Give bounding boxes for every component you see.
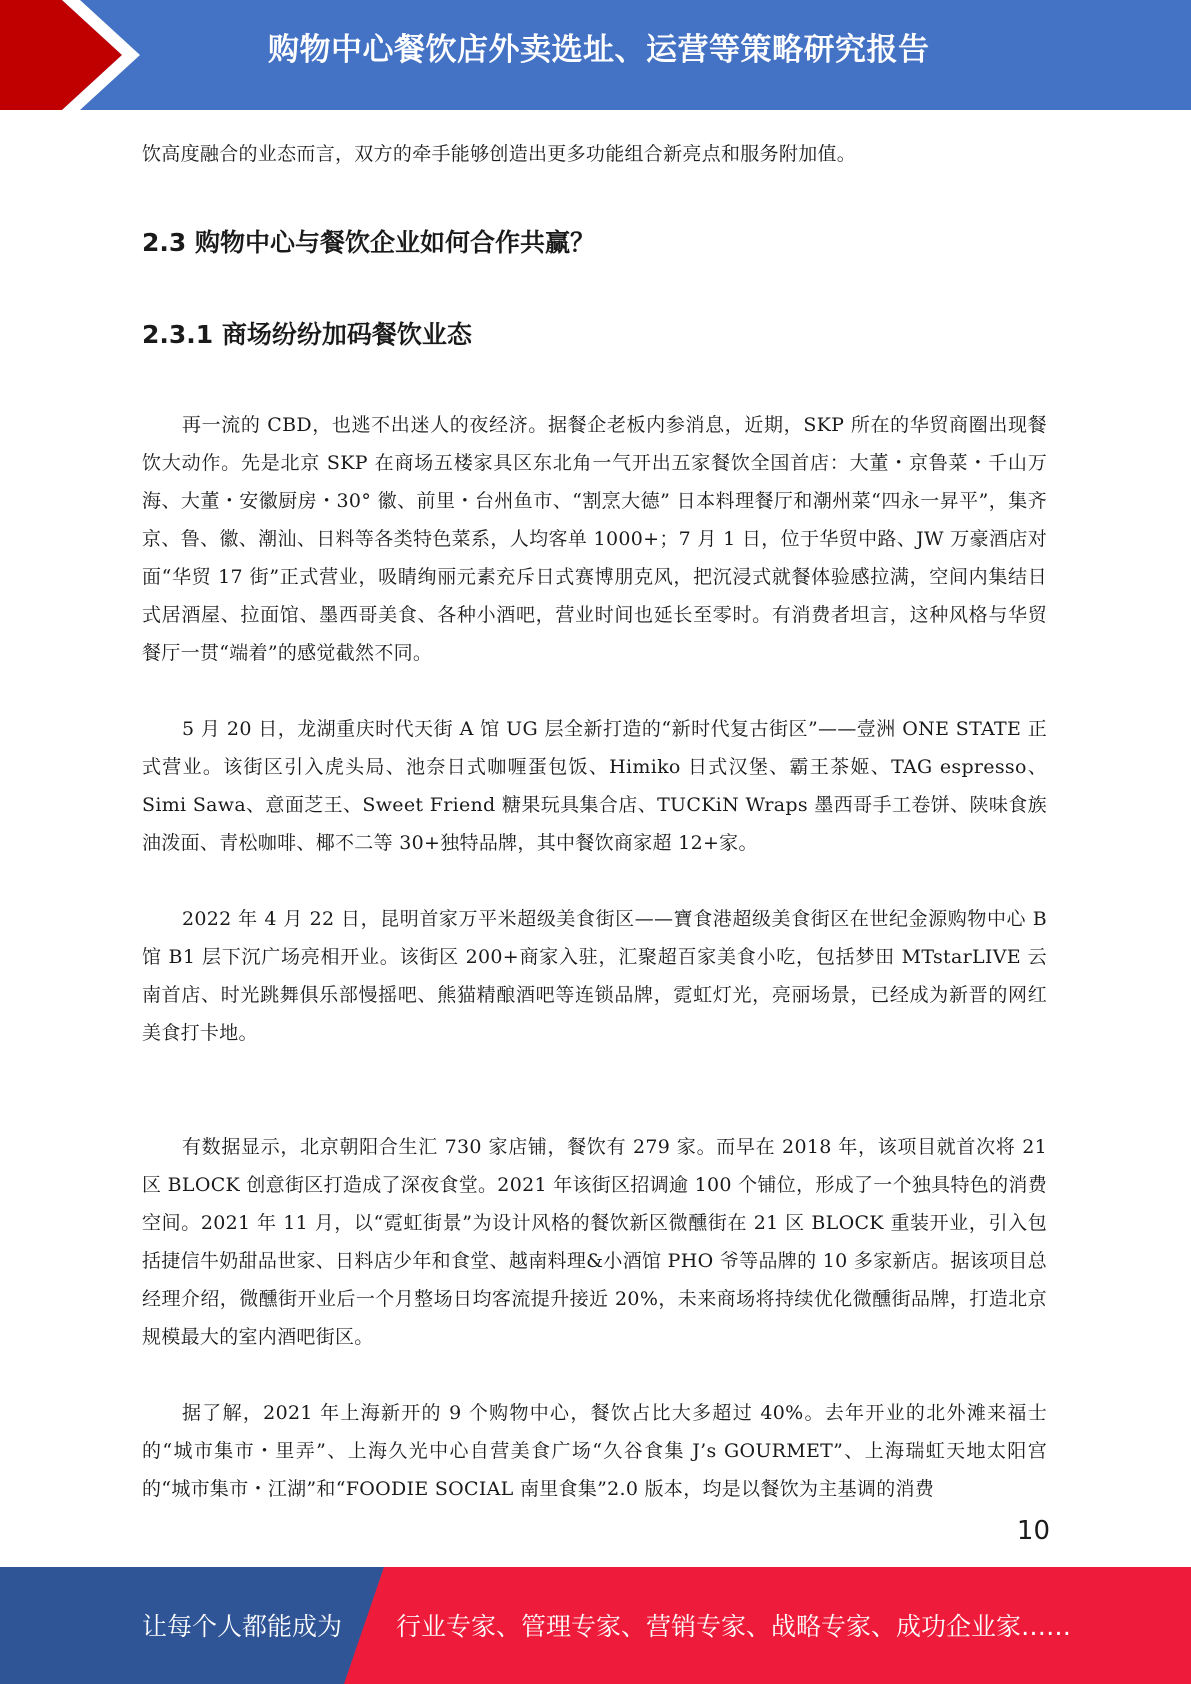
main-content: [142, 130, 1047, 1508]
paragraph-skp: 再一流的 CBD，也逃不出迷人的夜经济。据餐企老板内参消息，近期，SKP 所在的华贸商圈出现餐饮大动作。先是北京 SKP 在商场五楼家具区东北角一气开出五家餐饮全国首店：大董・京鲁菜・千山万海、大董・安徽厨房・30° 徽、前里・台州鱼市、“割烹大德” 日本料理餐厅和潮州菜“四永一昇平”，集齐京、鲁、徽、潮汕、日料等各类特色菜系，人均客单 1000+；7 月 1 日，位于华贸中路、JW 万豪酒店对面“华贸 17 街”正式营业，吸睛绚丽元素充斥日式赛博朋克风，把沉浸式就餐体验感拉满，空间内集结日式居酒屋、拉面馆、墨西哥美食、各种小酒吧，营业时间也延长至零时。有消费者坦言，这种风格与华贸餐厅一贯“端着”的感觉截然不同。: [142, 414, 1047, 664]
intro-line: 饮高度融合的业态而言，双方的牵手能够创造出更多功能组合新亮点和服务附加值。: [142, 143, 857, 165]
paragraph-shanghai: 据了解，2021 年上海新开的 9 个购物中心，餐饮占比大多超过 40%。去年开业的北外滩来福士的“城市集市・里弄”、上海久光中心自营美食广场“久谷食集 J’s GOURMET”、上海瑞虹天地太阳宫的“城市集市・江湖”和“FOODIE SOCIAL 南里食集”2.0 版本，均是以餐饮为主基调的消费: [142, 1402, 1047, 1500]
section-heading: 2.3 购物中心与餐饮企业如何合作共赢？: [142, 228, 595, 257]
footer-slogan-right: 行业专家、管理专家、营销专家、战略专家、成功企业家……: [396, 1612, 1072, 1641]
paragraph-kunming: 2022 年 4 月 22 日，昆明首家万平米超级美食街区——寶食港超级美食街区在世纪金源购物中心 B 馆 B1 层下沉广场亮相开业。该街区 200+商家入驻，汇聚超百家美食小吃，包括梦田 MTstarLIVE 云南首店、时光跳舞俱乐部慢摇吧、熊猫精酿酒吧等连锁品牌，霓虹灯光，亮丽场景，已经成为新晋的网红美食打卡地。: [142, 908, 1047, 1044]
subsection-heading: 2.3.1 商场纷纷加码餐饮业态: [142, 320, 472, 349]
paragraph-hesheng: 有数据显示，北京朝阳合生汇 730 家店铺，餐饮有 279 家。而早在 2018 年，该项目就首次将 21 区 BLOCK 创意街区打造成了深夜食堂。2021 年该街区招调逾 100 个铺位，形成了一个独具特色的消费空间。2021 年 11 月，以“霓虹街景”为设计风格的餐饮新区微醺街在 21 区 BLOCK 重装开业，引入包括捷信牛奶甜品世家、日料店少年和食堂、越南料理&小酒馆 PHO 爷等品牌的 10 多家新店。据该项目总经理介绍，微醺街开业后一个月整场日均客流提升接近 20%，未来商场将持续优化微醺街品牌，打造北京规模最大的室内酒吧街区。: [142, 1136, 1047, 1348]
page-header: [0, 0, 1191, 110]
page-footer: [0, 1567, 1191, 1684]
header-arrow-graphic: [0, 0, 160, 110]
page-number: 10: [1016, 1516, 1050, 1546]
paragraph-longhu: 5 月 20 日，龙湖重庆时代天街 A 馆 UG 层全新打造的“新时代复古街区”——壹洲 ONE STATE 正式营业。该街区引入虎头局、池奈日式咖喱蛋包饭、Himiko 日式汉堡、霸王茶姬、TAG espresso、Simi Sawa、意面芝王、Sweet Friend 糖果玩具集合店、TUCKiN Wraps 墨西哥手工卷饼、陕味食族油泼面、青松咖啡、椰不二等 30+独特品牌，其中餐饮商家超 12+家。: [142, 718, 1047, 854]
footer-slogan-left: 让每个人都能成为: [142, 1612, 343, 1641]
report-title: 购物中心餐饮店外卖选址、运营等策略研究报告: [268, 32, 930, 68]
